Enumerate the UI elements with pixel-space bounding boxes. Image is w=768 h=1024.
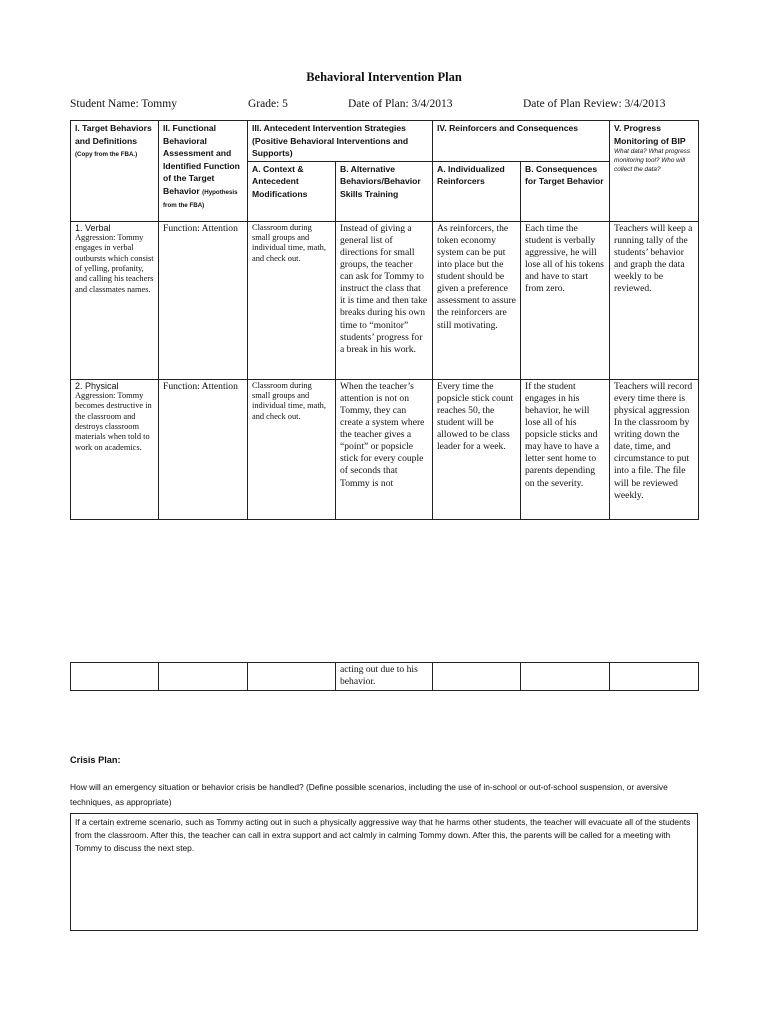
plan-date: Date of Plan: 3/4/2013 [348,98,453,110]
bip-table [70,120,699,520]
table-row [71,663,699,691]
behavior-cell: 1. Verbal Aggression: Tommy engages in verbal outbursts which consist of yelling, profanity, and calling his teachers and classmates names. [71,221,159,379]
consequences-cell: Each time the student is verbally aggressive, he will lose all of his tokens and have to start from zero. [521,221,610,379]
monitoring-cell: Teachers will record every time there is physical aggression In the classroom by writing down the date, time, and circumstance to put into a file. The file will be reviewed weekly. [610,379,699,519]
empty-cell [521,663,610,691]
reinforcers-cell: Every time the popsicle stick count reaches 50, the student will be allowed to be class leader for a week. [433,379,521,519]
page-title: Behavioral Intervention Plan [306,70,462,84]
alternative-cell: When the teacher’s attention is not on Tommy, they can create a system where the teacher gives a “point” or popsicle stick for every couple of seconds that Tommy is not [336,379,433,519]
table-row [71,221,699,379]
header-antecedent-strategies: III. Antecedent Intervention Strategies (Positive Behavioral Interventions and Supports) [248,121,433,162]
alternative-cell-continued: acting out due to his behavior. [336,663,433,691]
header-alternative-behaviors: B. Alternative Behaviors/Behavior Skills Training [336,161,433,221]
context-cell: Classroom during small groups and individual time, math, and check out. [248,379,336,519]
empty-cell [433,663,521,691]
header-consequences: B. Consequences for Target Behavior [521,161,610,221]
function-cell: Function: Attention [159,379,248,519]
header-reinforcers-consequences: IV. Reinforcers and Consequences [433,121,610,162]
header-individualized-reinforcers: A. Individualized Reinforcers [433,161,521,221]
behavior-cell: 2. Physical Aggression: Tommy becomes destructive in the classroom and destroys classroom materials when told to work on academics. [71,379,159,519]
table-row [71,379,699,519]
alternative-cell: Instead of giving a general list of directions for small groups, the teacher can ask for Tommy to instruct the class that it is time and then take breaks during his own time to “monitor” students’ progress for a break in his work. [336,221,433,379]
consequences-cell: If the student engages in his behavior, he will lose all of his popsicle sticks and may have to have a letter sent home to parents depending on the severity. [521,379,610,519]
function-cell: Function: Attention [159,221,248,379]
context-cell: Classroom during small groups and individual time, math, and check out. [248,221,336,379]
crisis-plan-question: How will an emergency situation or behavior crisis be handled? (Define possible scenarios, including the use of in-school or out-of-school suspension, or aversive techniques, as appropriate) [70,782,668,807]
empty-cell [248,663,336,691]
crisis-plan-title: Crisis Plan: [70,755,121,765]
empty-cell [159,663,248,691]
plan-review-date: Date of Plan Review: 3/4/2013 [523,98,666,110]
grade: Grade: 5 [248,98,288,110]
monitoring-cell: Teachers will keep a running tally of the students’ behavior and graph the data weekly to be reviewed. [610,221,699,379]
empty-cell [71,663,159,691]
header-functional-assessment: II. Functional Behavioral Assessment and Identified Function of the Target Behavior (Hypothesis from the FBA) [159,121,248,222]
student-name: Student Name: Tommy [70,98,177,110]
header-context-antecedent: A. Context & Antecedent Modifications [248,161,336,221]
header-progress-monitoring: V. Progress Monitoring of BIP What data? What progress monitoring tool? Who will collect the data? [610,121,699,222]
crisis-plan-answer: If a certain extreme scenario, such as Tommy acting out in such a physically aggressive way that he harms other students, the teacher will evacuate all of the students from the classroom. After this, the teacher can call in extra support and act calmly in calming Tommy down. After this, the parents will be called for a meeting with Tommy to discuss the next step. [70,813,698,931]
reinforcers-cell: As reinforcers, the token economy system can be put into place but the student should be given a preference assessment to assure the reinforcers are still motivating. [433,221,521,379]
header-target-behaviors: I. Target Behaviors and Definitions (Copy from the FBA.) [71,121,159,222]
empty-cell [610,663,699,691]
bip-table-continuation [70,662,699,691]
